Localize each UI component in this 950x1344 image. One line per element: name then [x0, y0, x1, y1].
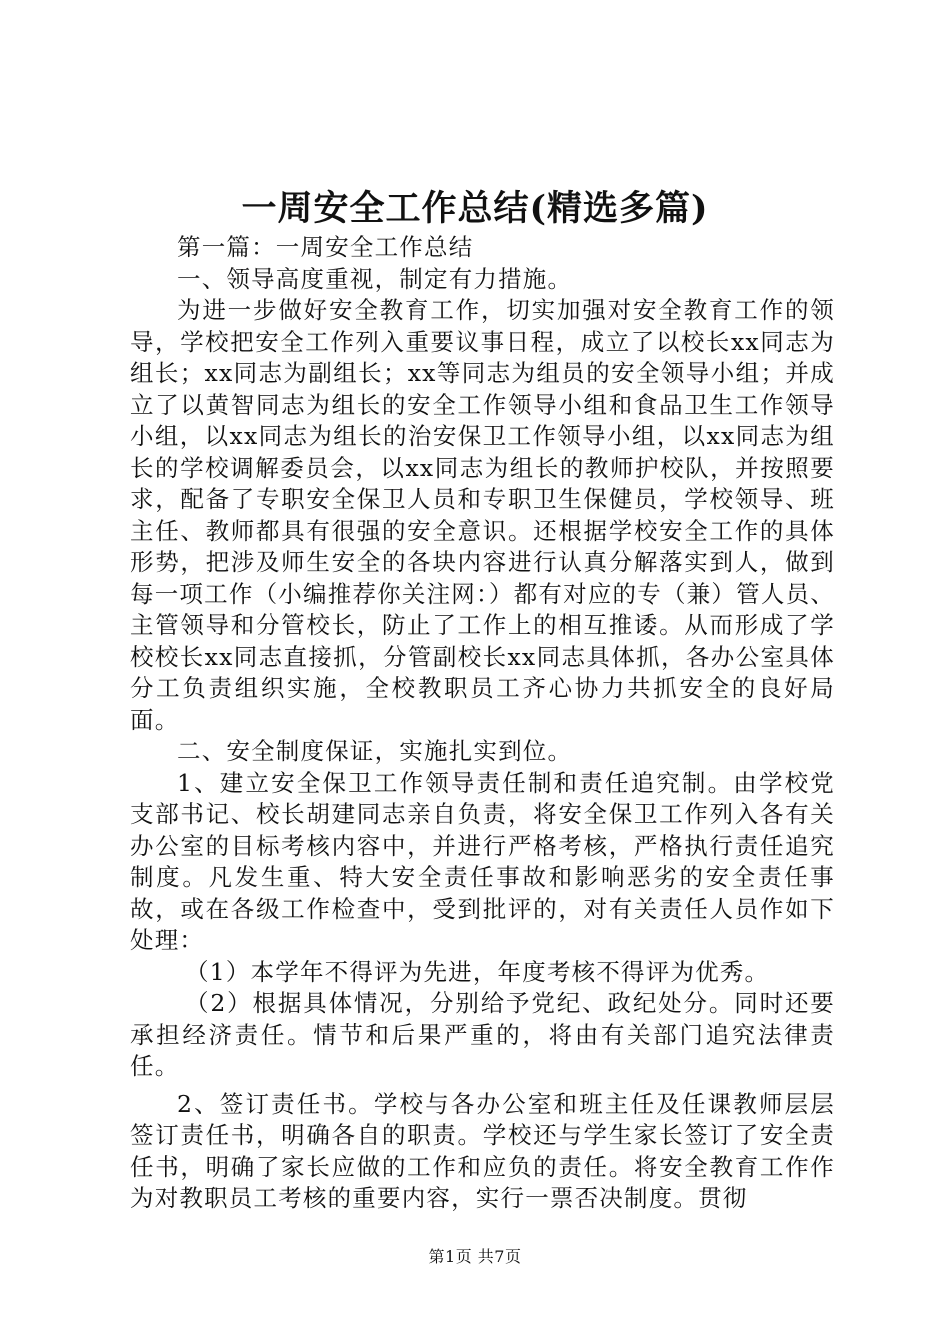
- body-paragraph-2: 1、建立安全保卫工作领导责任制和责任追究制。由学校党支部书记、校长胡建同志亲自负责，将安全保卫工作列入各有关办公室的目标考核内容中，并进行严格考核，严格执行责任追究制度。凡发生重、特大安全责任事故和影响恶劣的安全责任事故，或在各级工作检查中，受到批评的，对有关责任人员作如下处理：: [130, 768, 835, 954]
- body-paragraph-1: 为进一步做好安全教育工作，切实加强对安全教育工作的领导，学校把安全工作列入重要议事日程，成立了以校长xx同志为组长；xx同志为副组长；xx等同志为组员的安全领导小组；并成立了以黄智同志为组长的安全工作领导小组和食品卫生工作领导小组，以xx同志为组长的治安保卫工作领导小组，以xx同志为组长的学校调解委员会，以xx同志为组长的教师护校队，并按照要求，配备了专职安全保卫人员和专职卫生保健员，学校领导、班主任、教师都具有很强的安全意识。还根据学校安全工作的具体形势，把涉及师生安全的各块内容进行认真分解落实到人，做到每一项工作（小编推荐你关注网：）都有对应的专（兼）管人员、主管领导和分管校长，防止了工作上的相互推诿。从而形成了学校校长xx同志直接抓，分管副校长xx同志具体抓，各办公室具体分工负责组织实施，全校教职员工齐心协力共抓安全的良好局面。: [130, 296, 835, 734]
- list-item-1: （1）本学年不得评为先进，年度考核不得评为优秀。: [185, 957, 770, 986]
- document-title: 一周安全工作总结(精选多篇): [241, 188, 709, 229]
- section-heading-1: 一、领导高度重视，制定有力措施。: [177, 264, 573, 293]
- body-paragraph-3: 2、签订责任书。学校与各办公室和班主任及任课教师层层签订责任书，明确各自的职责。学校还与学生家长签订了安全责任书，明确了家长应做的工作和应负的责任。将安全教育工作作为对教职员工考核的重要内容，实行一票否决制度。贯彻: [130, 1089, 835, 1212]
- list-item-2: （2）根据具体情况，分别给予党纪、政纪处分。同时还要承担经济责任。情节和后果严重的，将由有关部门追究法律责任。: [130, 989, 835, 1080]
- page-number: 第1页 共7页: [428, 1247, 522, 1266]
- section-heading-chapter: 第一篇：一周安全工作总结: [177, 233, 474, 261]
- section-heading-2: 二、安全制度保证，实施扎实到位。: [177, 737, 573, 765]
- document-body: [130, 232, 835, 1215]
